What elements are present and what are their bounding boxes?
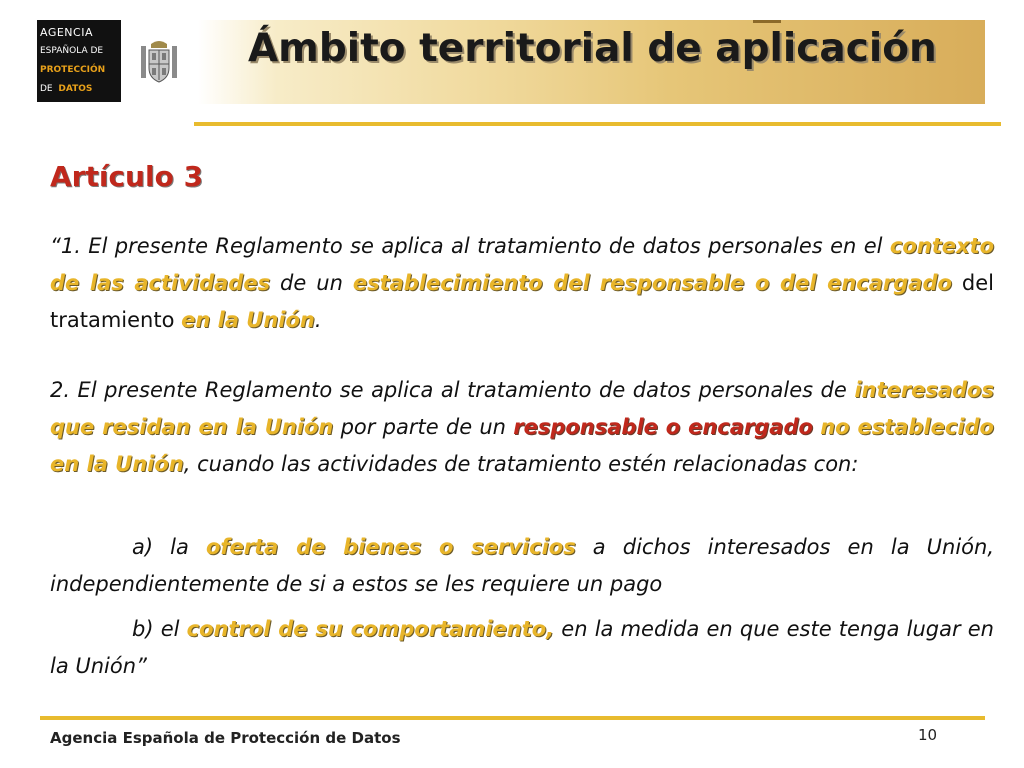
paragraph-2 [50,372,994,483]
p2-highlight-1: interesados que residan en la Unión [50,378,994,439]
logo-line-4-datos: DATOS [58,84,93,94]
banner-mark [753,20,781,23]
agency-logo [37,20,121,102]
page-number: 10 [918,726,938,744]
p3-highlight-1: oferta de bienes o servicios [205,535,576,559]
paragraph-1 [50,228,994,339]
p1-highlight-3: responsable o del encargado [599,271,952,295]
paragraph-3 [50,529,994,603]
p4-text-1: b) el [132,617,187,641]
p1-text-5: . [314,308,322,332]
p3-text-2: a dichos interesados en la Unión, independientemente de si a estos se les requiere un pago [50,535,995,596]
p2-text-1: 2. El presente Reglamento se aplica al tratamiento de datos personales de [50,378,855,402]
footer-organization: Agencia Española de Protección de Datos [50,729,401,747]
p3-text-1: a) la [132,535,206,559]
top-divider [194,122,1001,126]
logo-line-3: PROTECCIÓN [40,65,106,75]
p1-text-4: del tratamiento [50,271,994,332]
coat-of-arms-icon [137,38,181,86]
logo-line-4 [40,80,121,99]
p1-text-2: de un [270,271,353,295]
logo-line-1: AGENCIA [40,26,93,39]
p1-highlight-1: contexto de las actividades [50,234,994,295]
p4-highlight-1: control de su comportamiento, [186,617,555,641]
p2-text-4: , cuando las actividades de tratamiento estén relacionadas con: [183,452,859,476]
logo-line-4-de: DE [40,84,53,94]
logo-line-2: ESPAÑOLA DE [40,46,104,56]
p1-highlight-4: en la Unión [181,308,315,332]
p1-highlight-2: establecimiento del [352,271,590,295]
p2-highlight-3: no establecido en la Unión [50,415,994,476]
article-heading: Artículo 3 [50,160,204,193]
paragraph-4 [50,611,994,685]
bottom-divider [40,716,985,720]
p1-text-3 [590,271,600,295]
p1-text-1: “1. El presente Reglamento se aplica al tratamiento de datos personales en el [50,234,890,258]
p2-highlight-2: responsable o encargado [513,415,813,439]
page-title: Ámbito territorial de aplicación [248,26,937,71]
p2-text-2: por parte de un [333,415,514,439]
p4-text-2: en la medida en que este tenga lugar en la Unión” [50,617,994,678]
